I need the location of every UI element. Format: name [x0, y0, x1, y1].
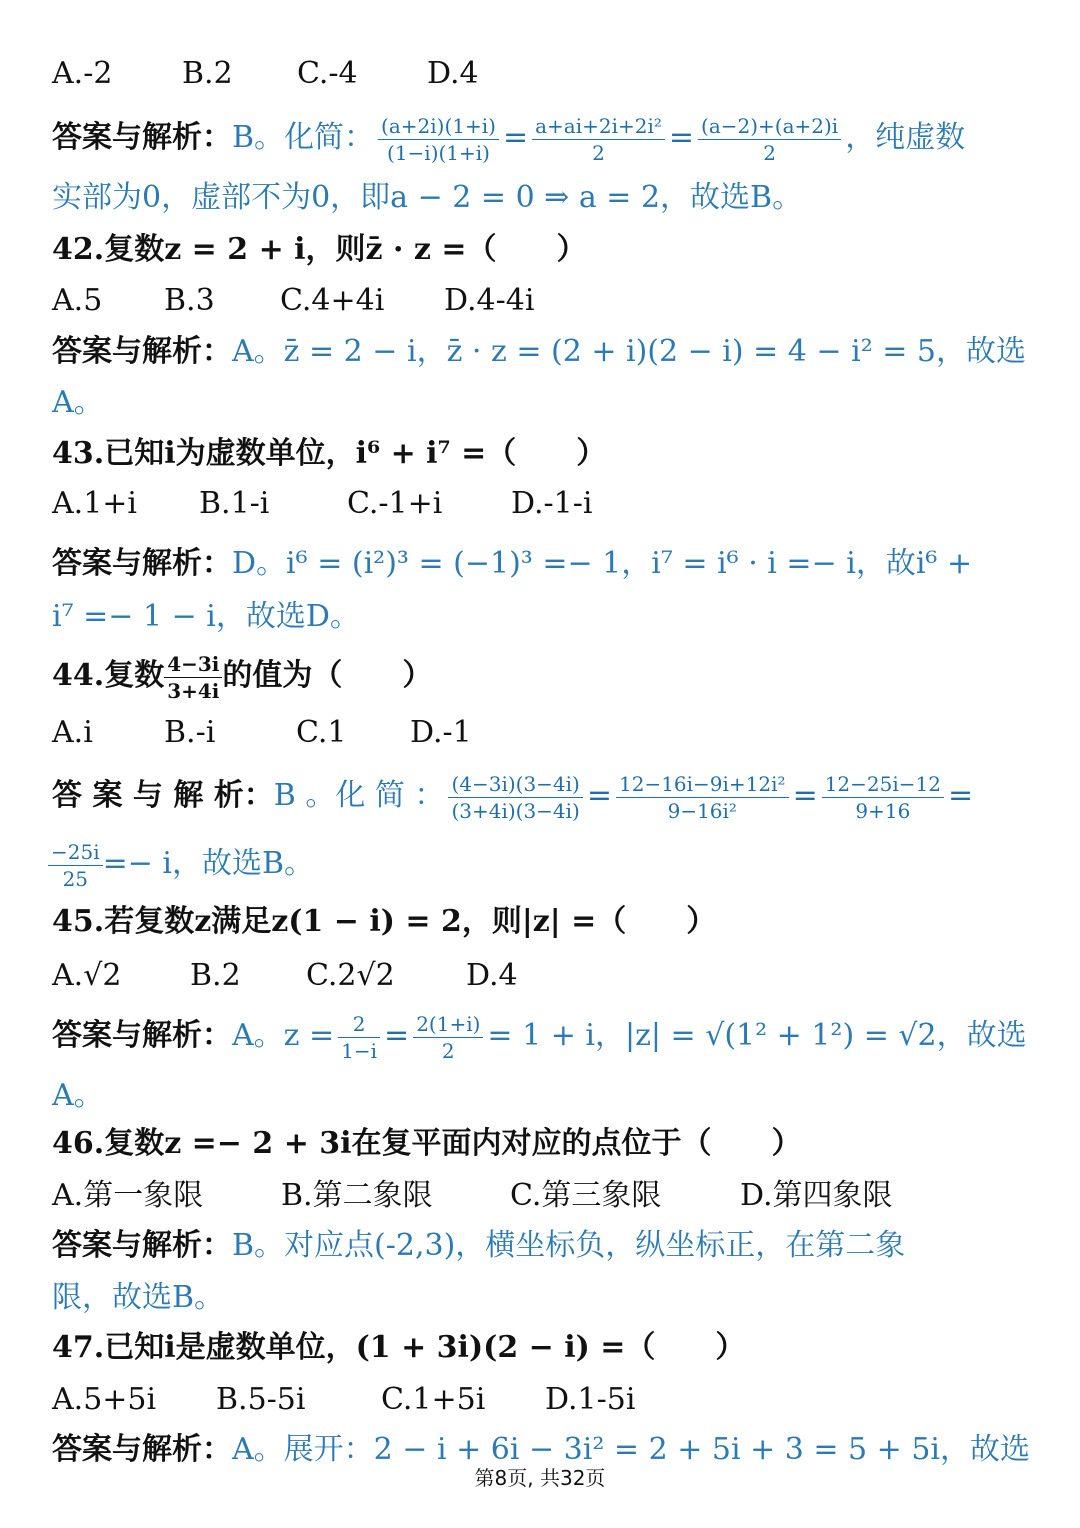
fraction: $\frac{\text{a+ai+2i+2i²}}{2}$: [532, 113, 665, 166]
option-b: B.5-5i: [216, 1382, 306, 1417]
option-d: D.-1-i: [511, 486, 593, 521]
q47-options: [52, 1380, 635, 1420]
equals-sign: =: [792, 778, 818, 813]
fraction: $\frac{(a+2i)(1+i)}{(1-i)(1+i)}$: [378, 113, 499, 166]
option-c: C.4+4i: [280, 283, 385, 318]
answer-text: ，纯虚数: [845, 120, 966, 155]
answer-text: A。z̄ = 2 − i，z̄ · z = (2 + i)(2 − i) = 4 − i² = 5，故选: [232, 334, 1027, 369]
option-c: C.1: [296, 715, 347, 750]
q42-question: 42.复数z = 2 + i，则z̄ · z =（ ）: [52, 232, 587, 267]
q43-answer-line2: i⁷ =− 1 − i，故选D。: [52, 599, 360, 634]
q45-answer-line2: A。: [52, 1078, 104, 1113]
answer-text: B。对应点(-2,3)，横坐标负，纵坐标正，在第二象: [232, 1228, 906, 1263]
q46-question: 46.复数z =− 2 + 3i在复平面内对应的点位于（ ）: [52, 1126, 802, 1161]
fraction: $\frac{(4-3i)(3-4i)}{(3+4i)(3-4i)}$: [448, 771, 582, 824]
q44-answer-line2: [48, 838, 314, 892]
answer-text: A。z =: [232, 1018, 335, 1053]
option-c: C.-1+i: [347, 486, 443, 521]
q41-options: [52, 54, 479, 94]
answer-label: 答 案 与 解 析：: [52, 778, 274, 813]
equals-sign: =: [502, 120, 529, 155]
fraction: $\frac{-25i}{25}$: [48, 839, 103, 892]
option-a: A.i: [52, 715, 93, 750]
q44-options: [52, 713, 472, 753]
answer-label: 答案与解析：: [52, 1018, 232, 1053]
option-b: B.1-i: [199, 486, 270, 521]
answer-label: 答案与解析：: [52, 546, 232, 581]
option-a: A.5: [52, 283, 103, 318]
fraction: $\frac{2}{1-i}$: [338, 1011, 380, 1064]
option-a: A.-2: [52, 56, 113, 91]
option-b: B.-i: [164, 715, 216, 750]
option-d: D.1-5i: [545, 1382, 636, 1417]
answer-text: B。化简：: [232, 120, 375, 155]
q46-options: [52, 1176, 893, 1216]
option-a: A.5+5i: [52, 1382, 157, 1417]
q43-options: [52, 484, 592, 524]
fraction: $\frac{4-3i}{3+4i}$: [164, 651, 222, 704]
answer-label: 答案与解析：: [52, 1228, 232, 1263]
option-c: C.2√2: [306, 958, 395, 993]
option-d: D.第四象限: [740, 1178, 893, 1213]
q44-question: [52, 650, 432, 704]
q41-answer-line2: 实部为0，虚部不为0，即a − 2 = 0 ⇒ a = 2，故选B。: [52, 180, 803, 215]
q45-question: 45.若复数z满足z(1 − i) = 2，则|z| =（ ）: [52, 904, 717, 939]
option-d: D.4: [427, 56, 479, 91]
answer-text: = 1 + i，|z| = √(1² + 1²) = √2，故选: [487, 1018, 1027, 1053]
q45-options: [52, 956, 518, 996]
option-c: C.第三象限: [510, 1178, 662, 1213]
q46-answer-line2: 限，故选B。: [52, 1280, 225, 1315]
answer-text: A。展开：2 − i + 6i − 3i² = 2 + 5i + 3 = 5 + 5i，故选: [232, 1432, 1031, 1467]
option-d: D.-1: [410, 715, 472, 750]
q47-question: 47.已知i是虚数单位，(1 + 3i)(2 − i) =（ ）: [52, 1330, 746, 1365]
answer-text: D。i⁶ = (i²)³ = (−1)³ =− 1，i⁷ = i⁶ · i =− i，故i⁶ +: [232, 546, 973, 581]
option-a: A.1+i: [52, 486, 138, 521]
equals-sign: =: [384, 1018, 410, 1053]
option-b: B.3: [164, 283, 215, 318]
q41-answer: [52, 112, 965, 166]
option-a: A.√2: [52, 958, 122, 993]
q43-question: 43.已知i为虚数单位，i⁶ + i⁷ =（ ）: [52, 436, 607, 471]
fraction: $\frac{2(1+i)}{2}$: [413, 1011, 483, 1064]
equals-sign: =: [668, 120, 695, 155]
q42-answer: [52, 332, 1026, 372]
q42-options: [52, 281, 534, 321]
option-b: B.第二象限: [281, 1178, 433, 1213]
answer-label: 答案与解析：: [52, 1432, 232, 1467]
equals-sign: =: [586, 778, 612, 813]
q44-answer: [52, 770, 973, 824]
q43-answer: [52, 544, 972, 584]
q46-answer: [52, 1226, 905, 1266]
answer-label: 答案与解析：: [52, 334, 232, 369]
q45-answer: [52, 1010, 1027, 1064]
option-d: D.4: [466, 958, 518, 993]
answer-label: 答案与解析：: [52, 120, 232, 155]
equals-sign: =: [947, 778, 974, 813]
option-d: D.4-4i: [444, 283, 535, 318]
fraction: $\frac{\text{12−16i−9i+12i²}}{\text{9−16i²}}$: [616, 771, 789, 824]
question-text: 的值为（ ）: [222, 658, 433, 693]
answer-text: =− i，故选B。: [102, 846, 315, 881]
fraction: $\frac{12-25i-12}{9+16}$: [822, 771, 944, 824]
option-c: C.-4: [297, 56, 358, 91]
answer-text: B 。化 简 ：: [273, 778, 445, 813]
page-footer: 第8页, 共32页: [474, 1466, 606, 1490]
q42-answer-line2: A。: [52, 385, 104, 420]
option-b: B.2: [190, 958, 241, 993]
fraction: $\frac{(a-2)+(a+2)i}{2}$: [698, 113, 841, 166]
option-c: C.1+5i: [381, 1382, 486, 1417]
option-b: B.2: [182, 56, 233, 91]
option-a: A.第一象限: [52, 1178, 204, 1213]
question-text: 44.复数: [52, 658, 165, 693]
